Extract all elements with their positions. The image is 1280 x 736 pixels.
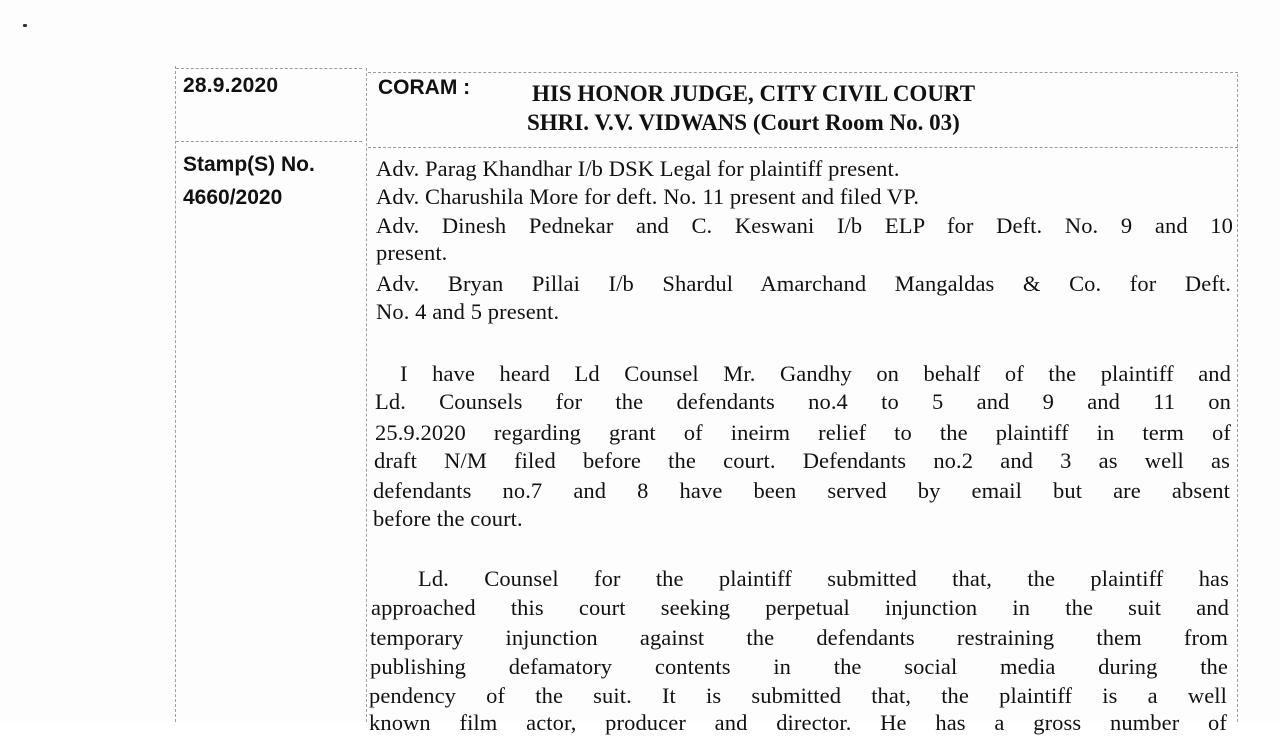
paragraph-1-line: defendants no.7 and 8 have been served by email but are absent bbox=[373, 478, 1230, 503]
appearance-line: Adv. Bryan Pillai I/b Shardul Amarchand Mangaldas & Co. for Deft. bbox=[376, 271, 1231, 296]
appearance-line: Adv. Dinesh Pednekar and C. Keswani I/b ELP for Deft. No. 9 and 10 bbox=[376, 213, 1233, 238]
table-right-border bbox=[1237, 74, 1238, 722]
table-left-border bbox=[175, 66, 176, 722]
coram-judge-name: SHRI. V.V. VIDWANS (Court Room No. 03) bbox=[527, 110, 960, 135]
paragraph-1-line: draft N/M filed before the court. Defendants no.2 and 3 as well as bbox=[374, 448, 1230, 473]
appearance-line: present. bbox=[376, 240, 448, 265]
paragraph-2-line: known film actor, producer and director. He has a gross number of bbox=[369, 710, 1227, 735]
stamp-number-block bbox=[183, 148, 315, 214]
appearance-line: Adv. Charushila More for deft. No. 11 present and filed VP. bbox=[376, 184, 920, 209]
coram-judge-title: HIS HONOR JUDGE, CITY CIVIL COURT bbox=[532, 81, 976, 106]
scan-speck bbox=[23, 24, 27, 27]
appearance-line: Adv. Parag Khandhar I/b DSK Legal for plaintiff present. bbox=[376, 156, 900, 181]
paragraph-1-line: I have heard Ld Counsel Mr. Gandhy on behalf of the plaintiff and bbox=[400, 361, 1231, 386]
appearance-line: No. 4 and 5 present. bbox=[376, 299, 560, 324]
coram-label: CORAM : bbox=[378, 76, 471, 99]
paragraph-2-line: approached this court seeking perpetual injunction in the suit and bbox=[371, 595, 1229, 620]
stamp-number: 4660/2020 bbox=[183, 186, 283, 209]
paragraph-1-line: Ld. Counsels for the defendants no.4 to 5 and 9 and 11 on bbox=[375, 389, 1231, 414]
paragraph-2-line: pendency of the suit. It is submitted that, the plaintiff is a well bbox=[369, 683, 1227, 708]
header-row-divider-left bbox=[176, 141, 362, 142]
table-top-border-right bbox=[368, 72, 1238, 73]
paragraph-1-line: 25.9.2020 regarding grant of ineirm relief to the plaintiff in term of bbox=[375, 420, 1231, 445]
header-row-divider-right bbox=[368, 147, 1238, 148]
paragraph-1-line: before the court. bbox=[373, 506, 523, 531]
order-date: 28.9.2020 bbox=[183, 74, 279, 97]
stamp-label: Stamp(S) No. bbox=[183, 153, 315, 176]
paragraph-2-line: Ld. Counsel for the plaintiff submitted that, the plaintiff has bbox=[418, 566, 1229, 591]
column-divider bbox=[366, 68, 367, 722]
table-top-border-left bbox=[176, 68, 362, 69]
paragraph-2-line: publishing defamatory contents in the social media during the bbox=[370, 654, 1228, 679]
paragraph-2-line: temporary injunction against the defendants restraining them from bbox=[370, 625, 1228, 650]
